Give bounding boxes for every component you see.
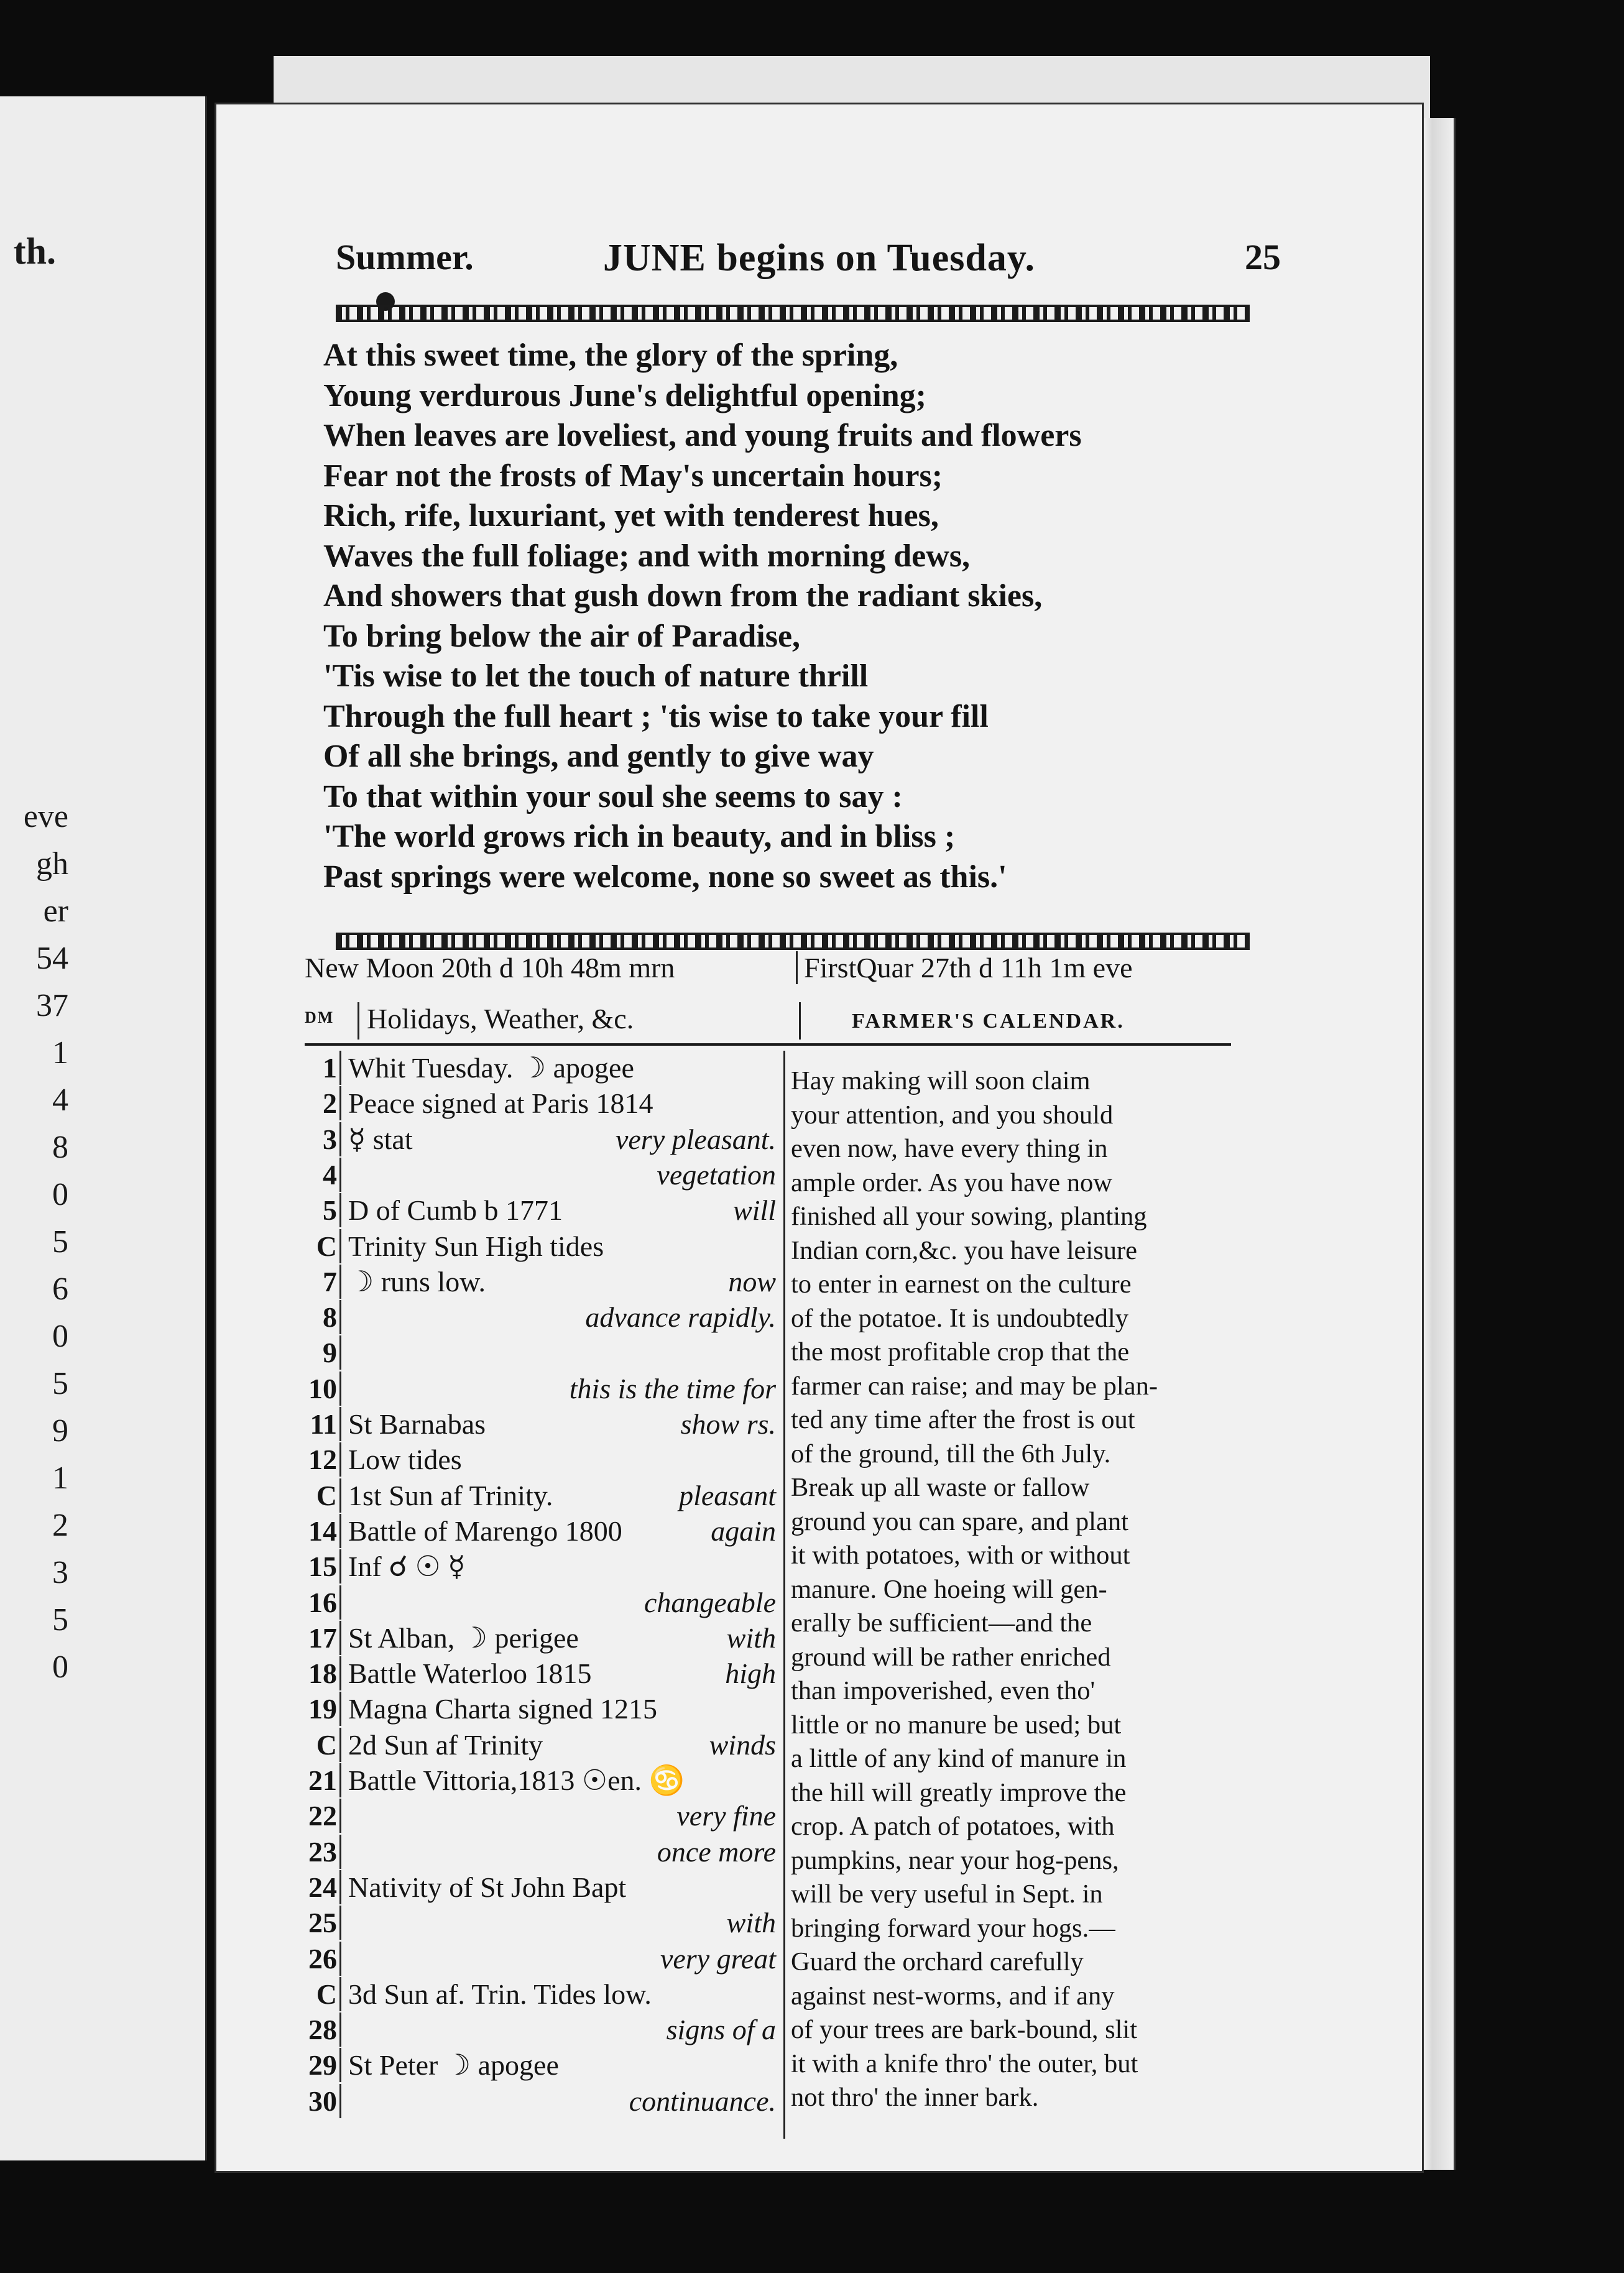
weather-text: now (728, 1265, 776, 1298)
holiday-text: Trinity Sun High tides (348, 1230, 604, 1262)
left-page-fragment: th. (13, 231, 56, 272)
day-number: 22 (308, 1800, 337, 1832)
left-page-fragment: gh (36, 846, 68, 882)
day-row (298, 1977, 783, 2011)
day-divider (339, 1229, 341, 1263)
farmers-calendar-line: of the potatoe. It is undoubtedly (791, 1303, 1128, 1333)
poem-line: Fear not the frosts of May's uncertain hours; (323, 458, 943, 494)
day-divider (339, 2084, 341, 2118)
weather-text: changeable (644, 1586, 776, 1618)
day-number: C (316, 1728, 337, 1761)
day-number: 25 (308, 1907, 337, 1939)
day-number: 10 (308, 1372, 337, 1404)
left-page-fragment: 1 (52, 1460, 68, 1496)
farmers-calendar-line: ted any time after the frost is out (791, 1405, 1135, 1434)
left-page-fragment: 6 (52, 1271, 68, 1307)
farmers-calendar-line: it with potatoes, with or without (791, 1541, 1130, 1570)
day-row (298, 1621, 783, 1655)
left-page-fragment: 0 (52, 1649, 68, 1685)
weather-text: very great (660, 1942, 776, 1975)
day-number: 4 (323, 1158, 337, 1191)
farmers-calendar-line: ground you can spare, and plant (791, 1506, 1128, 1536)
day-number: 15 (308, 1551, 337, 1583)
day-divider (339, 1442, 341, 1477)
day-row (298, 1229, 783, 1263)
moon-phases (305, 951, 1231, 995)
holiday-text: Whit Tuesday. ☽ apogee (348, 1052, 634, 1084)
column-headers (305, 1002, 1231, 1046)
holiday-text: ☽ runs low. (348, 1265, 486, 1298)
day-divider (339, 1799, 341, 1833)
day-row (298, 1158, 783, 1192)
left-page-fragment: 0 (52, 1177, 68, 1212)
farmers-calendar-line: Break up all waste or fallow (791, 1473, 1090, 1502)
holiday-text: 1st Sun af Trinity. (348, 1479, 553, 1511)
left-page-fragment: 37 (36, 988, 68, 1023)
weather-text: pleasant (679, 1479, 776, 1511)
farmers-calendar-line: not thro' the inner bark. (791, 2083, 1039, 2112)
day-row (298, 2013, 783, 2047)
dm-header: DM (305, 1008, 334, 1026)
ornamental-rule-middle (336, 933, 1250, 950)
day-number: 26 (308, 1942, 337, 1975)
days-table (298, 1051, 785, 2139)
left-page-fragment: er (43, 893, 68, 929)
farmers-calendar-line: pumpkins, near your hog-pens, (791, 1845, 1119, 1875)
poem-line: 'The world grows rich in beauty, and in bliss ; (323, 819, 956, 854)
day-divider (339, 1977, 341, 2011)
weather-text: again (711, 1515, 776, 1547)
day-row (298, 1585, 783, 1620)
new-moon: New Moon 20th d 10h 48m mrn (305, 952, 675, 984)
farmers-calendar-line: crop. A patch of potatoes, with (791, 1812, 1115, 1841)
left-page-fragment: 0 (52, 1319, 68, 1354)
holiday-text: Nativity of St John Bapt (348, 1871, 627, 1903)
left-page-fragment: 1 (52, 1035, 68, 1071)
day-row (298, 1407, 783, 1441)
poem-line: Young verdurous June's delightful opening; (323, 377, 926, 413)
poem-line: When leaves are loveliest, and young fruits and flowers (323, 418, 1082, 453)
farmers-calendar-line: your attention, and you should (791, 1100, 1114, 1130)
day-row (298, 1763, 783, 1797)
day-number: 7 (323, 1265, 337, 1298)
farmers-calendar-line: of your trees are bark-bound, slit (791, 2015, 1138, 2044)
farmers-calendar-line: a little of any kind of manure in (791, 1744, 1127, 1773)
day-divider (339, 1621, 341, 1655)
poem-line: To bring below the air of Paradise, (323, 618, 801, 654)
day-row (298, 1051, 783, 1085)
holiday-text: Low tides (348, 1444, 462, 1476)
day-number: 23 (308, 1835, 337, 1868)
weather-text: winds (709, 1728, 776, 1761)
day-number: 12 (308, 1444, 337, 1476)
poem-line: 'Tis wise to let the touch of nature thrill (323, 658, 869, 694)
facing-left-page (0, 96, 207, 2160)
left-page-fragment: 4 (52, 1082, 68, 1118)
day-row (298, 1478, 783, 1513)
poem-line: Waves the full foliage; and with morning dews, (323, 538, 971, 574)
day-number: 29 (308, 2049, 337, 2082)
day-number: C (316, 1479, 337, 1511)
farmers-calendar-line: will be very useful in Sept. in (791, 1879, 1103, 1909)
farmers-calendar-line: finished all your sowing, planting (791, 1202, 1147, 1231)
day-divider (339, 2013, 341, 2047)
day-divider (339, 1158, 341, 1192)
poem-line: Of all she brings, and gently to give way (323, 739, 874, 774)
day-row (298, 1870, 783, 1904)
weather-text: with (726, 1907, 776, 1939)
left-page-fragment: 5 (52, 1602, 68, 1638)
weather-text: very fine (676, 1800, 776, 1832)
left-page-fragment: eve (23, 799, 68, 834)
farmers-calendar-line: Guard the orchard carefully (791, 1947, 1084, 1976)
day-divider (339, 1514, 341, 1548)
day-row (298, 1692, 783, 1726)
holiday-text: 2d Sun af Trinity (348, 1728, 543, 1761)
weather-text: high (725, 1657, 776, 1690)
farmers-calendar-line: than impoverished, even tho' (791, 1676, 1096, 1705)
day-number: 19 (308, 1693, 337, 1725)
day-row (298, 1122, 783, 1156)
holiday-text: D of Cumb b 1771 (348, 1194, 563, 1227)
day-row (298, 1086, 783, 1120)
day-row (298, 1442, 783, 1477)
holiday-text: St Alban, ☽ perigee (348, 1621, 579, 1654)
day-divider (339, 1942, 341, 1976)
day-number: 8 (323, 1301, 337, 1334)
farmers-calendar-line: the most profitable crop that the (791, 1337, 1130, 1367)
day-number: C (316, 1230, 337, 1262)
day-number: C (316, 1978, 337, 2010)
weather-text: show rs. (680, 1408, 776, 1440)
day-divider (339, 1372, 341, 1406)
farmers-calendar-text (791, 1064, 1232, 2115)
poem (323, 336, 1281, 897)
day-row (298, 1799, 783, 1833)
holiday-text: 3d Sun af. Trin. Tides low. (348, 1978, 652, 2010)
day-row (298, 1300, 783, 1334)
holiday-text: Peace signed at Paris 1814 (348, 1087, 653, 1120)
holiday-text: St Barnabas (348, 1408, 486, 1440)
day-row (298, 1549, 783, 1584)
day-row (298, 1728, 783, 1762)
left-page-fragment: 5 (52, 1224, 68, 1260)
weather-text: advance rapidly. (585, 1301, 776, 1334)
farmers-calendar-line: Hay making will soon claim (791, 1066, 1091, 1095)
poem-line: And showers that gush down from the radiant skies, (323, 578, 1043, 614)
left-page-fragment: 2 (52, 1508, 68, 1543)
farmers-calendar-line: ample order. As you have now (791, 1168, 1112, 1197)
day-number: 28 (308, 2014, 337, 2046)
day-divider (339, 1407, 341, 1441)
farmers-calendar-line: bringing forward your hogs.— (791, 1913, 1115, 1943)
day-divider (339, 1870, 341, 1904)
day-divider (339, 2048, 341, 2082)
day-number: 30 (308, 2085, 337, 2117)
day-divider (339, 1478, 341, 1513)
day-row (298, 1835, 783, 1869)
ornamental-rule-top (336, 305, 1250, 322)
left-page-fragment: 9 (52, 1413, 68, 1449)
day-row (298, 1656, 783, 1690)
day-divider (339, 1265, 341, 1299)
day-number: 16 (308, 1586, 337, 1618)
day-number: 9 (323, 1337, 337, 1369)
column-divider (358, 1002, 359, 1040)
first-quarter: FirstQuar 27th d 11h 1m eve (796, 951, 1133, 984)
farmers-calendar-line: of the ground, till the 6th July. (791, 1439, 1111, 1468)
day-row (298, 1906, 783, 1940)
day-divider (339, 1335, 341, 1370)
day-divider (339, 1763, 341, 1797)
holiday-text: Battle of Marengo 1800 (348, 1515, 622, 1547)
poem-line: At this sweet time, the glory of the spring, (323, 338, 898, 373)
day-number: 18 (308, 1657, 337, 1690)
poem-line: Past springs were welcome, none so sweet as this.' (323, 859, 1007, 895)
left-page-fragment: 3 (52, 1555, 68, 1590)
season-label: Summer. (336, 237, 474, 277)
day-divider (339, 1656, 341, 1690)
holidays-header: Holidays, Weather, &c. (367, 1003, 634, 1035)
day-row (298, 2048, 783, 2082)
holiday-text: Battle Vittoria,1813 ☉en. ♋ (348, 1764, 685, 1796)
weather-text: with (726, 1621, 776, 1654)
day-divider (339, 1549, 341, 1584)
weather-text: this is the time for (569, 1372, 776, 1404)
weather-text: once more (657, 1835, 776, 1868)
day-number: 14 (308, 1515, 337, 1547)
farmers-calendar-line: against nest-worms, and if any (791, 1981, 1115, 2011)
month-title: JUNE begins on Tuesday. (603, 237, 1035, 279)
page-number: 25 (1245, 237, 1281, 277)
weather-text: will (732, 1194, 776, 1227)
holiday-text: St Peter ☽ apogee (348, 2049, 559, 2082)
day-divider (339, 1692, 341, 1726)
weather-text: very pleasant. (615, 1123, 776, 1155)
farmers-calendar-line: farmer can raise; and may be plan- (791, 1371, 1158, 1401)
left-page-fragment: 8 (52, 1130, 68, 1165)
day-divider (339, 1585, 341, 1620)
day-divider (339, 1193, 341, 1227)
day-row (298, 1265, 783, 1299)
day-number: 24 (308, 1871, 337, 1903)
day-number: 3 (323, 1123, 337, 1155)
poem-line: Rich, rife, luxuriant, yet with tenderest hues, (323, 498, 939, 533)
day-divider (339, 1051, 341, 1085)
day-number: 21 (308, 1764, 337, 1796)
holiday-text: Battle Waterloo 1815 (348, 1657, 592, 1690)
holiday-text: ☿ stat (348, 1123, 413, 1155)
day-divider (339, 1728, 341, 1762)
day-row (298, 2084, 783, 2118)
weather-text: vegetation (657, 1158, 776, 1191)
day-row (298, 1335, 783, 1370)
day-row (298, 1942, 783, 1976)
holiday-text: Magna Charta signed 1215 (348, 1693, 657, 1725)
poem-line: Through the full heart ; 'tis wise to take your fill (323, 698, 989, 734)
page-header (336, 236, 1281, 292)
day-number: 1 (323, 1052, 337, 1084)
day-row (298, 1372, 783, 1406)
farmers-calendar-line: erally be sufficient—and the (791, 1608, 1092, 1638)
poem-line: To that within your soul she seems to say : (323, 778, 903, 814)
farmers-calendar-line: little or no manure be used; but (791, 1710, 1122, 1740)
day-number: 11 (310, 1408, 337, 1440)
day-row (298, 1514, 783, 1548)
farmers-calendar-line: manure. One hoeing will gen- (791, 1574, 1107, 1604)
left-page-fragment: 54 (36, 941, 68, 976)
farmers-calendar-header: FARMER'S CALENDAR. (852, 1010, 1125, 1033)
weather-text: continuance. (629, 2085, 776, 2117)
farmers-calendar-line: even now, have every thing in (791, 1134, 1108, 1163)
day-divider (339, 1835, 341, 1869)
left-page-fragment: 5 (52, 1366, 68, 1401)
day-divider (339, 1086, 341, 1120)
day-number: 2 (323, 1087, 337, 1120)
weather-text: signs of a (666, 2014, 776, 2046)
day-divider (339, 1906, 341, 1940)
farmers-calendar-line: it with a knife thro' the outer, but (791, 2049, 1138, 2078)
farmers-calendar-line: the hill will greatly improve the (791, 1777, 1127, 1807)
day-number: 5 (323, 1194, 337, 1227)
farmers-calendar-line: Indian corn,&c. you have leisure (791, 1235, 1138, 1265)
farmers-calendar-line: to enter in earnest on the culture (791, 1270, 1132, 1299)
day-divider (339, 1300, 341, 1334)
farmers-calendar-line: ground will be rather enriched (791, 1642, 1111, 1672)
day-divider (339, 1122, 341, 1156)
day-row (298, 1193, 783, 1227)
day-number: 17 (308, 1621, 337, 1654)
column-divider (799, 1002, 801, 1040)
holiday-text: Inf ☌ ☉ ☿ (348, 1551, 466, 1583)
